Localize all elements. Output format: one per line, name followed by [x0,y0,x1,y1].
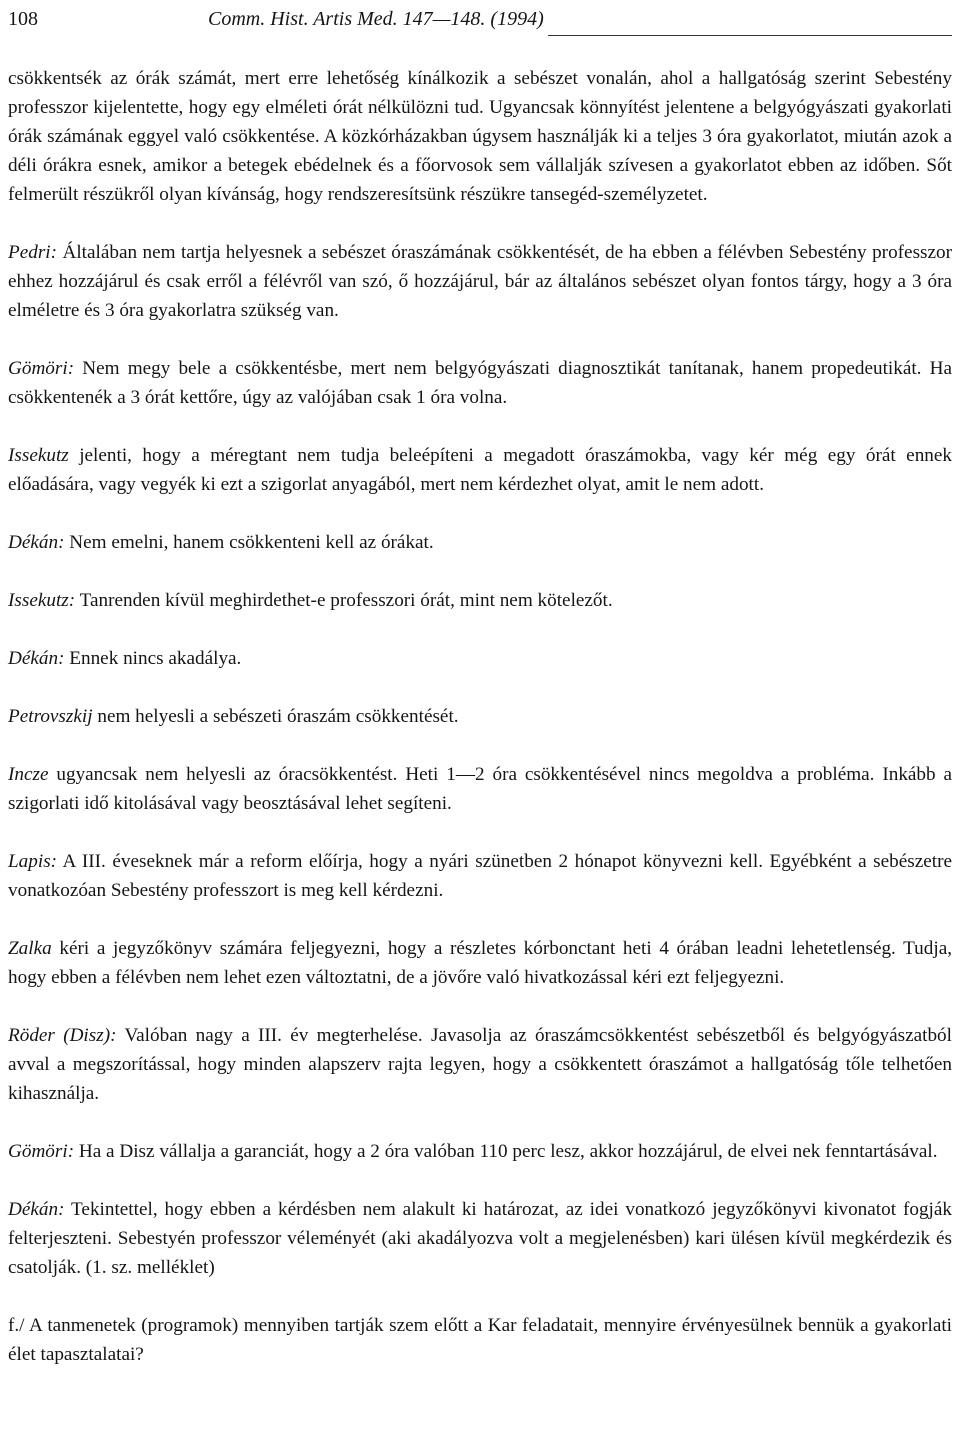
speaker-name: Dékán: [8,1199,65,1220]
paragraph-text: ugyancsak nem helyesli az óracsökkentést. Heti 1—2 óra csökkentésével nincs megoldva a probléma. Inkább a szigorlati idő kitolásával vagy beosztásával lehet segíteni. [8,764,953,814]
paragraph-13 [8,1137,952,1166]
paragraph-14 [8,1195,952,1282]
paragraph-2 [8,238,952,325]
paragraph-5 [8,528,952,557]
paragraph-15 [8,1311,952,1369]
speaker-name: Issekutz [8,445,69,466]
body-text [8,64,952,1398]
paragraph-text: nem helyesli a sebészeti óraszám csökkentését. [97,706,459,727]
paragraph-9 [8,760,952,818]
page-header [8,2,952,36]
paragraph-11 [8,934,952,992]
speaker-name: Lapis: [8,851,58,872]
speaker-name: Issekutz: [8,590,76,611]
paragraph-text: Nem emelni, hanem csökkenteni kell az órákat. [69,532,434,553]
paragraph-text: f./ A tanmenetek (programok) mennyiben tartják szem előtt a Kar feladatait, mennyire érvényesülnek bennük a gyakorlati élet tapasztalatai? [8,1315,952,1365]
running-title: Comm. Hist. Artis Med. 147—148. (1994) [208,8,544,30]
speaker-name: Gömöri: [8,1141,75,1162]
speaker-name: Röder (Disz): [8,1025,117,1046]
paragraph-text: csökkentsék az órák számát, mert erre lehetőség kínálkozik a sebészet vonalán, ahol a hallgatóság szerint Sebestény professzor kijelentette, hogy egy elméleti órát nélkülözni tud. Ugyancsak könnyítést jelentene a belgyógyászati gyakorlati órák számának eggyel való csökkentése. A közkórházakban úgysem használják ki a teljes 3 óra gyakorlatot, miután azok a déli órákra esnek, amikor a betegek ebédelnek és a főorvosok sem vállalják szívesen a gyakorlatot ebben az időben. Sőt felmerült részükről olyan kívánság, hogy rendszeresítsünk részükre tansegéd-személyzetet. [8,68,952,205]
speaker-name: Petrovszkij [8,706,93,727]
paragraph-text: Nem megy bele a csökkentésbe, mert nem belgyógyászati diagnosztikát tanítanak, hanem propedeutikát. Ha csökkentenék a 3 órát kettőre, úgy az valójában csak 1 óra volna. [8,358,952,408]
speaker-name: Pedri: [8,242,58,263]
paragraph-text: A III. éveseknek már a reform előírja, hogy a nyári szünetben 2 hónapot könyvezni kell. Egyébként a sebészetre vonatkozóan Sebestény professzort is meg kell kérdezni. [8,851,952,901]
paragraph-8 [8,702,952,731]
paragraph-text: Tekintettel, hogy ebben a kérdésben nem alakult ki határozat, az idei vonatkozó jegyzőkönyvi kivonatot fogják felterjeszteni. Sebestyén professzor véleményét (aki akadályozva volt a megjelenésben) kari ülésen kívül megkérdezik és csatolják. (1. sz. melléklet) [8,1199,952,1278]
speaker-name: Gömöri: [8,358,75,379]
paragraph-text: kéri a jegyzőkönyv számára feljegyezni, hogy a részletes kórbonctant heti 4 órában leadni lehetetlenség. Tudja, hogy ebben a félévben nem lehet ezen változtatni, de a jövőre való hivatkozással kéri ezt feljegyezni. [8,938,953,988]
header-rule [548,35,952,36]
paragraph-4 [8,441,952,499]
paragraph-text: Tanrenden kívül meghirdethet-e professzori órát, mint nem kötelezőt. [79,590,613,611]
paragraph-10 [8,847,952,905]
paragraph-text: Ennek nincs akadálya. [69,648,242,669]
paragraph-12 [8,1021,952,1108]
paragraph-text: Általában nem tartja helyesnek a sebészet óraszámának csökkentését, de ha ebben a félévben Sebestény professzor ehhez hozzájárul és csak erről a félévről van szó, ő hozzájárul, bár az általános sebészet olyan fontos tárgy, hogy a 3 óra elméletre és 3 óra gyakorlatra szükség van. [8,242,952,321]
paragraph-text: Ha a Disz vállalja a garanciát, hogy a 2 óra valóban 110 perc lesz, akkor hozzájárul, de elvei nek fenntartásával. [78,1141,938,1162]
speaker-name: Dékán: [8,532,65,553]
speaker-name: Dékán: [8,648,65,669]
paragraph-3 [8,354,952,412]
page-number: 108 [8,8,38,30]
paragraph-text: Valóban nagy a III. év megterhelése. Javasolja az óraszámcsökkentést sebészetből és belgyógyászatból avval a megszorítással, hogy minden alapszerv rajta legyen, hogy a csökkentett óraszámot a hallgatóság tőle telhetően kihasználja. [8,1025,952,1104]
paragraph-6 [8,586,952,615]
paragraph-text: jelenti, hogy a méregtant nem tudja beleépíteni a megadott óraszámokba, vagy kér még egy órát ennek előadására, vagy vegyék ki ezt a szigorlat anyagából, mert nem kérdezhet olyat, amit le nem adott. [8,445,952,495]
speaker-name: Incze [8,764,49,785]
paragraph-1 [8,64,952,209]
speaker-name: Zalka [8,938,52,959]
paragraph-7 [8,644,952,673]
